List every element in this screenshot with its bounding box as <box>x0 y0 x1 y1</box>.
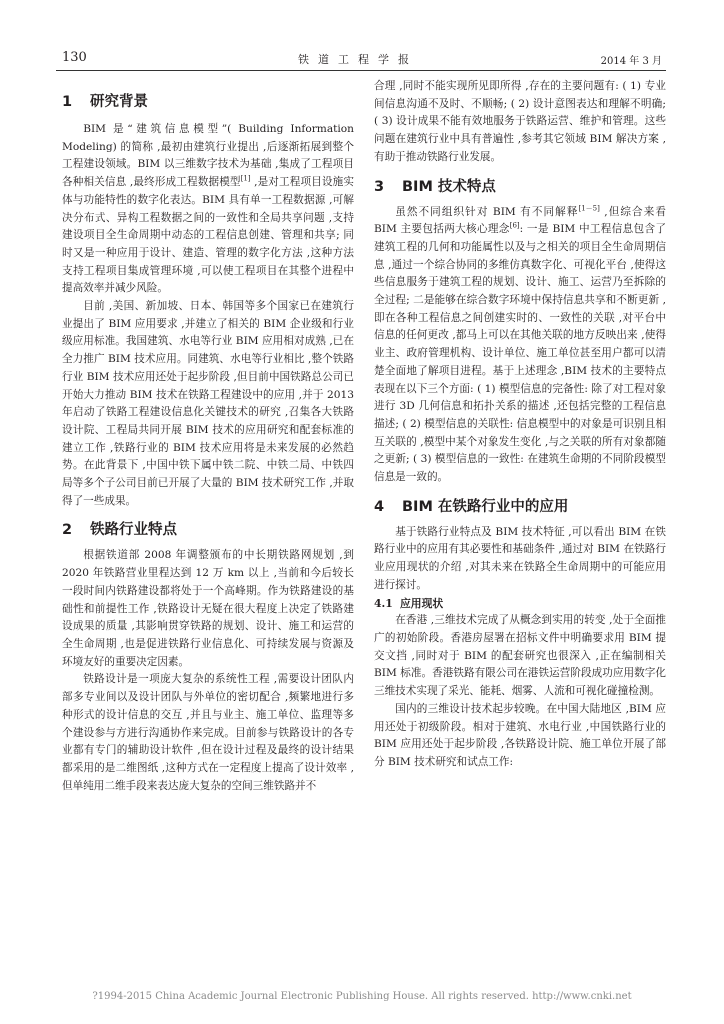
paragraph: 基于铁路行业特点及 BIM 技术特征 ,可以看出 BIM 在铁路行业中的应用有其必要性和基础条件 ,通过对 BIM 在铁路行业应用现状的介绍 ,对其未来在铁路全生命周期中的可能应用进行探讨。 <box>374 525 666 591</box>
subsection-4-1-heading <box>374 595 666 613</box>
section-title: 研究背景 <box>90 94 148 110</box>
citation: [1] <box>240 174 251 183</box>
subsection-number: 4.1 <box>374 596 393 610</box>
paragraph: 在香港 ,三维技术完成了从概念到实用的转变 ,处于全面推广的初始阶段。香港房屋署在招标文件中明确要求用 BIM 提交文挡 ,同时对于 BIM 的配套研究也很深入 ,正在编制相关 BIM 标准。香港铁路有限公司在港铁运营阶段成功应用数字化三维技术实现了采光、能耗、烟雾、人流和可视化碰撞检测。 <box>374 614 666 698</box>
section-4-heading <box>374 497 666 517</box>
section-number: 3 <box>374 178 385 195</box>
subsection-title: 应用现状 <box>400 596 444 610</box>
page-number: 130 <box>62 50 87 65</box>
section-number: 4 <box>374 498 385 515</box>
section-title: BIM 技术特点 <box>402 178 496 195</box>
right-column <box>374 78 666 772</box>
paragraph-text: : 一是 BIM 中工程信息包含了建筑工程的几何和功能属性以及与之相关的项目全生命周期信息 ,通过一个综合协同的多维仿真数字化、可视化平台 ,使得这些信息服务于建筑工程的规划、设计、施工、运营乃至拆除的全过程; 二是能够在综合数字环境中保持信息共享和不断更新 ,即在各种工程信息之间创建实时的、一致性的关联 ,对平台中信息的任何更改 ,都马上可以在其他关联的地方反映出来 ,使得业主、政府管理机构、设计单位、施工单位甚至用户都可以清楚全面地了解项目进程。基于上述理念 ,BIM 技术的主要特点表现在以下三个方面: ( 1) 模型信息的完备性: 除了对工程对象进行 3D 几何信息和拓扑关系的描述 ,还包括完整的工程信息描述; ( 2) 模型信息的关联性: 信息模型中的对象是可识别且相互关联的 ,模型中某个对象发生变化 ,与之关联的所有对象都随之更新; ( 3) 模型信息的一致性: 在建筑生命期的不同阶段模型信息是一致的。 <box>374 223 666 484</box>
paragraph-text: 虽然不同组织针对 BIM 有不同解释 <box>395 205 579 218</box>
paragraph-text: BIM 是“建筑信息模型”( Building Information Modeling) 的简称 ,最初由建筑行业提出 ,后逐渐拓展到整个工程建设领域。BIM 以三维数字技术为基础 ,集成了工程项目各种相关信息 ,最终形成工程数据模型 <box>62 123 354 189</box>
section-1-heading <box>62 92 354 112</box>
paragraph <box>374 204 666 487</box>
paragraph: 合理 ,同时不能实现所见即所得 ,存在的主要问题有: ( 1) 专业间信息沟通不及时、不顺畅; ( 2) 设计意图表达和理解不明确; ( 3) 设计成果不能有效地服务于铁路运营、维护和管理。这些问题在建筑行业中具有普遍性 ,参考其它领域 BIM 解决方案 ,有助于推动铁路行业发展。 <box>374 80 666 163</box>
paragraph: 根据铁道部 2008 年调整颁布的中长期铁路网规划 ,到 2020 年铁路营业里程达到 12 万 km 以上 ,当前和今后较长一段时间内铁路建设都将处于一个高峰期。作为铁路建设的基础性和前提性工作 ,铁路设计无疑在很大程度上决定了铁路建设成果的质量 ,其影响贯穿铁路的规划、设计、施工和运营的全生命周期 ,也是促进铁路行业信息化、可持续发展与资源及环境友好的重要决定因素。 <box>62 549 354 668</box>
running-header <box>62 50 662 68</box>
section-number: 1 <box>62 94 73 110</box>
section-number: 2 <box>62 522 73 539</box>
copyright-footer: ?1994-2015 China Academic Journal Electronic Publishing House. All rights reserved. http://www.cnki.net <box>92 991 632 1002</box>
left-column <box>62 78 354 795</box>
paragraph-text: ,但综合来看 BIM 主要包括两大核心理念 <box>374 205 666 236</box>
paragraph <box>62 121 354 298</box>
citation: [1－5] <box>578 203 600 212</box>
paragraph: 国内的三维设计技术起步较晚。在中国大陆地区 ,BIM 应用还处于初级阶段。相对于建筑、水电行业 ,中国铁路行业的 BIM 应用还处于起步阶段 ,各铁路设计院、施工单位开展了部分 BIM 技术研究和试点工作: <box>374 702 666 768</box>
issue-date: 2014 年 3 月 <box>600 56 662 67</box>
paragraph: 铁路设计是一项庞大复杂的系统性工程 ,需要设计团队内部多专业间以及设计团队与外单位的密切配合 ,频繁地进行多种形式的设计信息的交互 ,并且与业主、施工单位、监理等多个建设参与方进行沟通协作来完成。目前参与铁路设计的各专业都有专门的辅助设计软件 ,但在设计过程及最终的设计结果都采用的是二维图纸 ,这种方式在一定程度上提高了设计效率 ,但单纯用二维手段来表达庞大复杂的空间三维铁路并不 <box>62 673 354 792</box>
section-title: BIM 在铁路行业中的应用 <box>402 498 569 515</box>
section-2-heading <box>62 520 354 540</box>
section-title: 铁路行业特点 <box>90 522 177 539</box>
paragraph-text: ,是对工程项目设施实体与功能特性的数字化表达。BIM 具有单一工程数据源 ,可解决分布式、异构工程数据之间的一致性和全局共享问题 ,支持建设项目全生命周期中动态的工程信息创建、管理和共享; 同时又是一种应用于设计、建造、管理的数字化方法 ,这种方法支持工程项目集成管理环境 ,可以使工程项目在其整个进程中提高效率并减少风险。 <box>62 176 355 295</box>
journal-name: 铁道工程学报 <box>298 53 418 66</box>
citation: [6] <box>509 221 520 230</box>
paragraph: 目前 ,美国、新加坡、日本、韩国等多个国家已在建筑行业提出了 BIM 应用要求 ,并建立了相关的 BIM 企业级和行业级应用标准。我国建筑、水电等行业 BIM 应用相对成熟 ,已在全力推广 BIM 技术应用。同建筑、水电等行业相比 ,整个铁路行业 BIM 技术应用还处于起步阶段 ,但目前中国铁路总公司已开始大力推动 BIM 技术在铁路工程建设中的应用 ,并于 2013 年启动了铁路工程建设信息化关键技术的研究 ,召集各大铁路设计院、工程局共同开展 BIM 技术的应用研究和配套标准的建立工作 ,铁路行业的 BIM 技术应用将是未来发展的必然趋势。在此背景下 ,中国中铁下属中铁二院、中铁二局、中铁四局等多个子公司目前已开展了大量的 BIM 技术研究工作 ,并取得了一些成果。 <box>62 300 354 507</box>
section-3-heading <box>374 177 666 197</box>
header-rule <box>56 70 666 71</box>
